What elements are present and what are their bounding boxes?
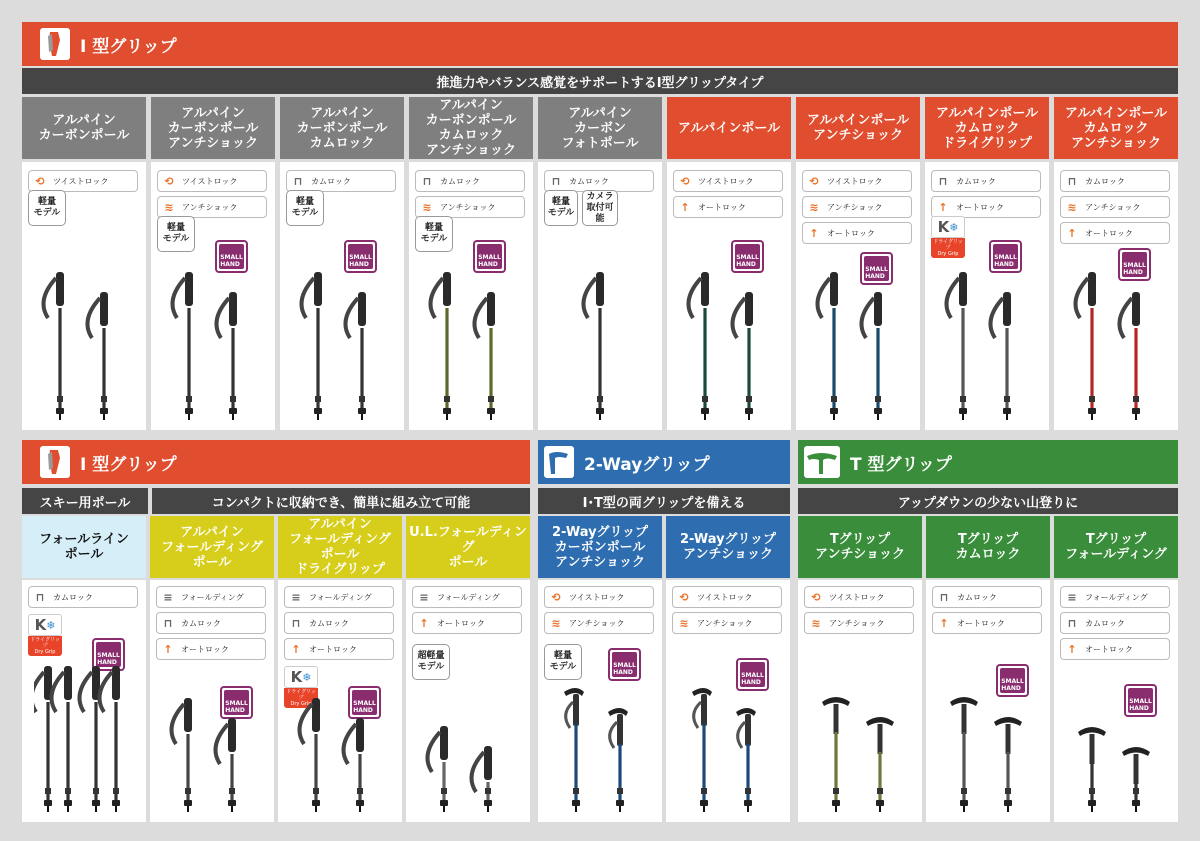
feature-fold (284, 586, 394, 608)
auto-icon: ↑ (1067, 642, 1077, 656)
feature-cam (1060, 612, 1170, 634)
ski-pole-bar: スキー用ポール (22, 488, 148, 514)
dry-grip-badge (28, 614, 62, 656)
auto-icon: ↑ (809, 226, 819, 240)
product-card-tw-1 (666, 580, 790, 822)
pole-image (550, 268, 650, 426)
feature-auto (1060, 638, 1170, 660)
product-card-bi-1 (150, 580, 274, 822)
product-name-top-1: アルパイン カーボンポール アンチショック (151, 97, 275, 159)
product-card-tt-1 (926, 580, 1050, 822)
feature-label: オートロック (437, 618, 485, 628)
cam-icon: ⊓ (1067, 174, 1077, 188)
top-subtitle-bar: 推進力やバランス感覚をサポートするI型グリップタイプ (22, 68, 1178, 94)
feature-label: ツイストロック (698, 176, 754, 186)
model-tag: 軽量 モデル (286, 190, 324, 226)
product-card-tt-2 (1054, 580, 1178, 822)
feature-label: オートロック (181, 644, 229, 654)
small-hand-icon: SMALL HAND (864, 256, 889, 281)
auto-icon: ↑ (680, 200, 690, 214)
product-name-tw-1: 2-Wayグリップ アンチショック (666, 516, 790, 578)
feature-label: カムロック (309, 618, 349, 628)
feature-twist (544, 586, 654, 608)
dry-grip-icon: K ❄ (284, 666, 318, 688)
pole-image (292, 268, 392, 426)
anti-icon: ≋ (422, 200, 432, 214)
pole-image (163, 268, 263, 426)
pole-image (938, 692, 1038, 818)
product-name-tt-1: Tグリップ カムロック (926, 516, 1050, 578)
cam-icon: ⊓ (163, 616, 173, 630)
feature-anti (544, 612, 654, 634)
small-hand-icon: SMALL HAND (1128, 688, 1153, 713)
feature-auto (932, 612, 1042, 634)
small-hand-icon: SMALL HAND (348, 244, 373, 269)
feature-fold (1060, 586, 1170, 608)
feature-label: カムロック (1085, 618, 1125, 628)
product-name-tw-0: 2-Wayグリップ カーボンポール アンチショック (538, 516, 662, 578)
feature-label: オートロック (957, 618, 1005, 628)
feature-label: フォールディング (181, 592, 244, 602)
feature-fold (156, 586, 266, 608)
two-way-grip-icon (544, 446, 574, 478)
feature-anti (1060, 196, 1170, 218)
small-hand-icon: SMALL HAND (1000, 668, 1025, 693)
small-hand-icon: SMALL HAND (352, 690, 377, 715)
feature-auto (1060, 222, 1170, 244)
dry-grip-badge (931, 216, 965, 258)
auto-icon: ↑ (1067, 226, 1077, 240)
anti-icon: ≋ (551, 616, 561, 630)
feature-twist (804, 586, 914, 608)
auto-icon: ↑ (939, 616, 949, 630)
feature-label: ツイストロック (569, 592, 625, 602)
small-hand-icon: SMALL HAND (96, 642, 121, 667)
cam-icon: ⊓ (291, 616, 301, 630)
twist-icon: ⟲ (679, 590, 689, 604)
feature-anti (157, 196, 267, 218)
feature-label: オートロック (956, 202, 1004, 212)
feature-cam (932, 586, 1042, 608)
two-way-section (538, 440, 790, 822)
product-name-tt-0: Tグリップ アンチショック (798, 516, 922, 578)
anti-icon: ≋ (1067, 200, 1077, 214)
feature-anti (804, 612, 914, 634)
feature-label: カムロック (440, 176, 480, 186)
cam-icon: ⊓ (1067, 616, 1077, 630)
t-type-title: T 型グリップ (850, 454, 952, 475)
twist-icon: ⟲ (35, 174, 45, 188)
compact-bar: コンパクトに収納でき、簡単に組み立て可能 (152, 488, 530, 514)
feature-label: アンチショック (1085, 202, 1141, 212)
feature-twist (28, 170, 138, 192)
feature-cam (28, 586, 138, 608)
product-card-top-4 (538, 162, 662, 430)
product-name-top-8: アルパインポール カムロック アンチショック (1054, 97, 1178, 159)
feature-label: オートロック (698, 202, 746, 212)
feature-anti (672, 612, 782, 634)
feature-label: アンチショック (569, 618, 625, 628)
feature-label: フォールディング (437, 592, 500, 602)
product-name-top-0: アルパイン カーボンポール (22, 97, 146, 159)
model-tag: カメラ 取付可能 (582, 190, 618, 226)
model-tag: 軽量 モデル (157, 216, 195, 252)
anti-icon: ≋ (164, 200, 174, 214)
feature-auto (284, 638, 394, 660)
feature-label: カムロック (956, 176, 996, 186)
feature-auto (412, 612, 522, 634)
feature-label: カムロック (1085, 176, 1125, 186)
small-hand-icon: SMALL HAND (477, 244, 502, 269)
product-name-bi-0: フォールライン ポール (22, 516, 146, 578)
feature-fold (412, 586, 522, 608)
feature-label: ツイストロック (53, 176, 109, 186)
product-name-top-2: アルパイン カーボンポール カムロック (280, 97, 404, 159)
feature-anti (415, 196, 525, 218)
product-name-top-7: アルパインポール カムロック ドライグリップ (925, 97, 1049, 159)
product-card-bi-3 (406, 580, 530, 822)
model-tag: 軽量 モデル (415, 216, 453, 252)
pole-image (678, 684, 778, 818)
feature-label: オートロック (1085, 644, 1133, 654)
fold-icon: ≡ (163, 590, 173, 604)
auto-icon: ↑ (938, 200, 948, 214)
feature-cam (156, 612, 266, 634)
auto-icon: ↑ (291, 642, 301, 656)
feature-cam (284, 612, 394, 634)
cam-icon: ⊓ (938, 174, 948, 188)
fold-icon: ≡ (291, 590, 301, 604)
two-way-subtitle-bar: I･T型の両グリップを備える (538, 488, 790, 514)
product-name-bi-2: アルパイン フォールディング ポール ドライグリップ (278, 516, 402, 578)
auto-icon: ↑ (419, 616, 429, 630)
feature-label: ツイストロック (697, 592, 753, 602)
pole-image (418, 722, 518, 818)
dry-grip-label: ドライグリップ Dry Grip (284, 688, 318, 708)
fold-icon: ≡ (1067, 590, 1077, 604)
pole-image (34, 268, 134, 426)
twist-icon: ⟲ (164, 174, 174, 188)
cam-icon: ⊓ (35, 590, 45, 604)
twist-icon: ⟲ (680, 174, 690, 188)
feature-auto (156, 638, 266, 660)
cam-icon: ⊓ (939, 590, 949, 604)
model-tag: 軽量 モデル (28, 190, 66, 226)
dry-grip-label: ドライグリップ Dry Grip (28, 636, 62, 656)
product-card-top-1 (151, 162, 275, 430)
pole-image (162, 694, 262, 818)
feature-label: オートロック (309, 644, 357, 654)
feature-label: オートロック (827, 228, 875, 238)
product-name-top-6: アルパインポール アンチショック (796, 97, 920, 159)
t-type-subtitle-bar: アップダウンの少ない山登りに (798, 488, 1178, 514)
dry-grip-icon: K ❄ (931, 216, 965, 238)
product-card-bi-2 (278, 580, 402, 822)
top-section (22, 22, 1178, 430)
small-hand-badge (608, 648, 641, 681)
small-hand-icon: SMALL HAND (735, 244, 760, 269)
feature-label: カムロック (311, 176, 351, 186)
pole-image (290, 694, 390, 818)
feature-label: カムロック (53, 592, 93, 602)
cam-icon: ⊓ (293, 174, 303, 188)
feature-anti (802, 196, 912, 218)
feature-twist (157, 170, 267, 192)
feature-label: ツイストロック (182, 176, 238, 186)
product-card-top-2 (280, 162, 404, 430)
feature-label: フォールディング (309, 592, 372, 602)
feature-label: オートロック (1085, 228, 1133, 238)
small-hand-badge (1124, 684, 1157, 717)
pole-image (937, 268, 1037, 426)
fold-icon: ≡ (419, 590, 429, 604)
feature-label: アンチショック (829, 618, 885, 628)
two-way-title: 2-Wayグリップ (584, 454, 710, 475)
feature-label: アンチショック (827, 202, 883, 212)
small-hand-icon: SMALL HAND (1122, 252, 1147, 277)
small-hand-icon: SMALL HAND (219, 244, 244, 269)
product-card-top-3 (409, 162, 533, 430)
anti-icon: ≋ (679, 616, 689, 630)
i-grip-icon (40, 446, 70, 478)
feature-label: アンチショック (697, 618, 753, 628)
product-name-tt-2: Tグリップ フォールディング (1054, 516, 1178, 578)
small-hand-icon: SMALL HAND (993, 244, 1018, 269)
anti-icon: ≋ (811, 616, 821, 630)
pole-image (810, 692, 910, 818)
i-grip-icon (40, 28, 70, 60)
top-header (22, 22, 1178, 66)
feature-label: ツイストロック (829, 592, 885, 602)
feature-auto (931, 196, 1041, 218)
twist-icon: ⟲ (809, 174, 819, 188)
feature-label: アンチショック (182, 202, 238, 212)
product-name-bi-1: アルパイン フォールディング ポール (150, 516, 274, 578)
cam-icon: ⊓ (551, 174, 561, 188)
small-hand-icon: SMALL HAND (740, 662, 765, 687)
product-card-top-8 (1054, 162, 1178, 430)
small-hand-icon: SMALL HAND (612, 652, 637, 677)
bottom-i-header (22, 440, 530, 484)
product-name-top-5: アルパインポール (667, 97, 791, 159)
product-card-top-7 (925, 162, 1049, 430)
pole-image (421, 268, 521, 426)
product-card-top-0 (22, 162, 146, 430)
product-name-bi-3: U.L.フォールディング ポール (406, 516, 530, 578)
feature-twist (673, 170, 783, 192)
feature-label: カムロック (569, 176, 609, 186)
feature-label: アンチショック (440, 202, 496, 212)
feature-cam (931, 170, 1041, 192)
dry-grip-label: ドライグリップ Dry Grip (931, 238, 965, 258)
product-card-bi-0 (22, 580, 146, 822)
feature-cam (415, 170, 525, 192)
twist-icon: ⟲ (551, 590, 561, 604)
model-tag: 超軽量 モデル (412, 644, 450, 680)
top-title: I 型グリップ (80, 36, 177, 57)
pole-image (1066, 722, 1166, 818)
product-name-top-4: アルパイン カーボン フォトポール (538, 97, 662, 159)
t-grip-icon (804, 446, 840, 478)
product-card-top-6 (796, 162, 920, 430)
two-way-header (538, 440, 790, 484)
bottom-i-section (22, 440, 530, 822)
feature-label: フォールディング (1085, 592, 1148, 602)
product-card-top-5 (667, 162, 791, 430)
pole-image (808, 268, 908, 426)
feature-twist (672, 586, 782, 608)
feature-cam (1060, 170, 1170, 192)
pole-image (1066, 268, 1166, 426)
product-card-tt-0 (798, 580, 922, 822)
cam-icon: ⊓ (422, 174, 432, 188)
feature-label: カムロック (181, 618, 221, 628)
feature-twist (802, 170, 912, 192)
feature-auto (673, 196, 783, 218)
anti-icon: ≋ (809, 200, 819, 214)
t-type-section (798, 440, 1178, 822)
feature-cam (544, 170, 654, 192)
pole-image (679, 268, 779, 426)
small-hand-icon: SMALL HAND (224, 690, 249, 715)
feature-label: ツイストロック (827, 176, 883, 186)
feature-cam (286, 170, 396, 192)
auto-icon: ↑ (163, 642, 173, 656)
feature-auto (802, 222, 912, 244)
dry-grip-icon: K ❄ (28, 614, 62, 636)
pole-image (550, 684, 650, 818)
model-tag: 軽量 モデル (544, 644, 582, 680)
pole-image (34, 662, 134, 818)
t-type-header (798, 440, 1178, 484)
product-name-top-3: アルパイン カーボンポール カムロック アンチショック (409, 97, 533, 159)
feature-label: カムロック (957, 592, 997, 602)
bottom-i-title: I 型グリップ (80, 454, 177, 475)
model-tag: 軽量 モデル (544, 190, 578, 226)
product-card-tw-0 (538, 580, 662, 822)
twist-icon: ⟲ (811, 590, 821, 604)
